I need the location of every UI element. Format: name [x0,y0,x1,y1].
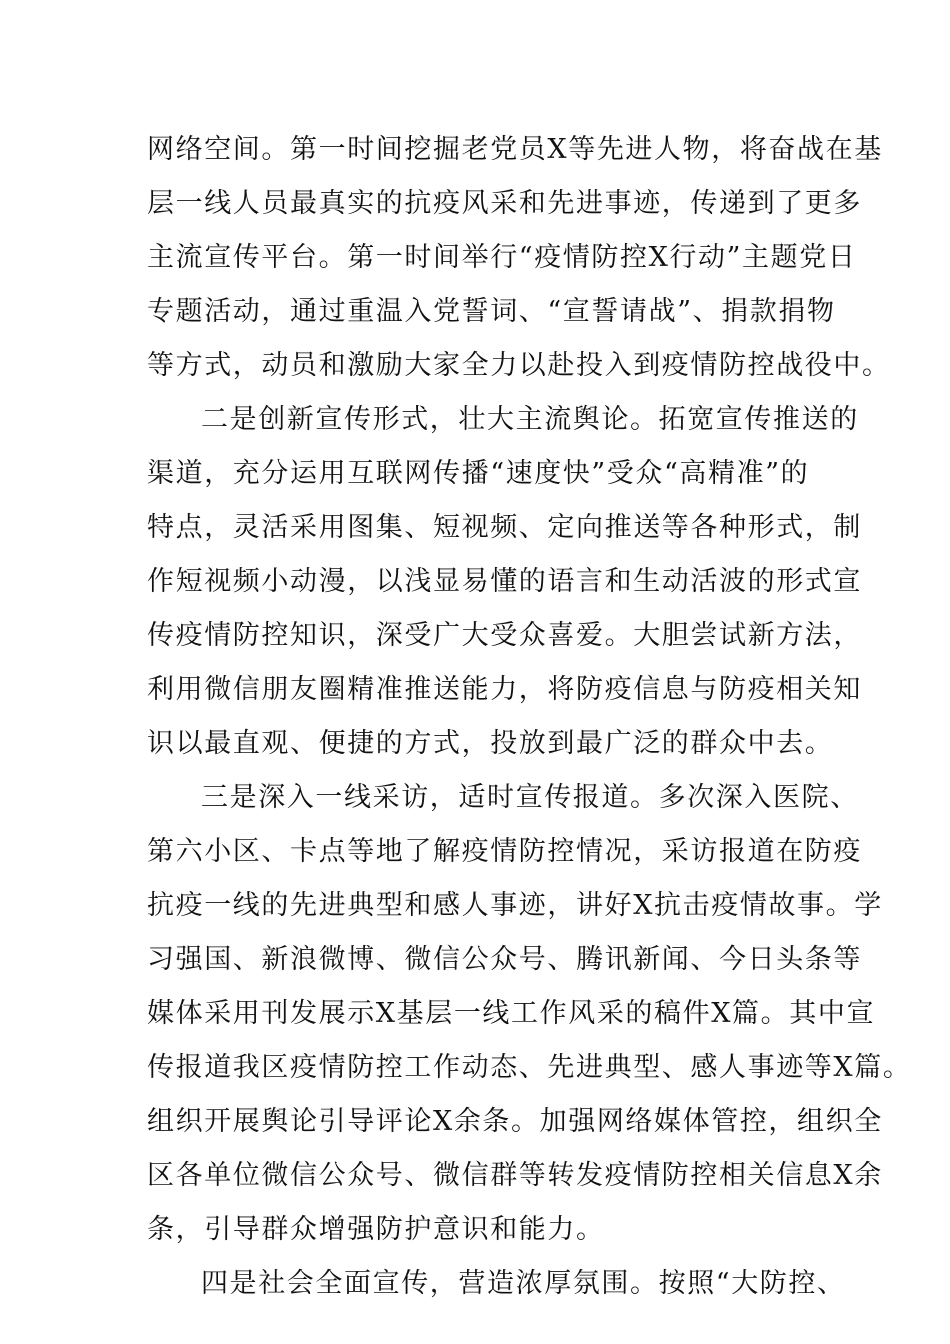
text-line: 主流宣传平台。第一时间举行“疫情防控X行动”主题党日 [147,242,857,273]
text-line: 媒体采用刊发展示X基层一线工作风采的稿件X篇。其中宣 [147,998,876,1029]
text-line: 等方式，动员和激励大家全力以赴投入到疫情防控战役中。 [147,350,891,381]
text-line: 抗疫一线的先进典型和感人事迹，讲好X抗击疫情故事。学 [147,890,883,921]
text-line: 传报道我区疫情防控工作动态、先进典型、感人事迹等X篇。 [147,1052,912,1083]
paragraph-first-line: 三是深入一线采访，适时宣传报道。多次深入医院、 [201,782,859,813]
text-line: 专题活动，通过重温入党誓词、“宣誓请战”、捐款捐物 [147,296,836,327]
text-line: 特点，灵活采用图集、短视频、定向推送等各种形式，制 [147,512,862,543]
text-line: 层一线人员最真实的抗疫风采和先进事迹，传递到了更多 [147,188,862,219]
text-line: 识以最直观、便捷的方式，投放到最广泛的群众中去。 [147,728,834,759]
text-line: 利用微信朋友圈精准推送能力，将防疫信息与防疫相关知 [147,674,862,705]
paragraph-first-line: 二是创新宣传形式，壮大主流舆论。拓宽宣传推送的 [201,404,859,435]
text-line: 渠道，充分运用互联网传播“速度快”受众“高精准”的 [147,458,810,489]
text-line: 第六小区、卡点等地了解疫情防控情况，采访报道在防疫 [147,836,862,867]
text-line: 网络空间。第一时间挖掘老党员X等先进人物，将奋战在基 [147,134,883,165]
text-line: 区各单位微信公众号、微信群等转发疫情防控相关信息X余 [147,1160,883,1191]
text-line: 传疫情防控知识，深受广大受众喜爱。大胆尝试新方法， [147,620,862,651]
paragraph-first-line: 四是社会全面宣传，营造浓厚氛围。按照“大防控、 [201,1268,846,1299]
text-line: 条，引导群众增强防护意识和能力。 [147,1214,605,1245]
text-line: 习强国、新浪微博、微信公众号、腾讯新闻、今日头条等 [147,944,862,975]
text-line: 作短视频小动漫，以浅显易懂的语言和生动活波的形式宣 [147,566,862,597]
text-line: 组织开展舆论引导评论X余条。加强网络媒体管控，组织全 [147,1106,883,1137]
